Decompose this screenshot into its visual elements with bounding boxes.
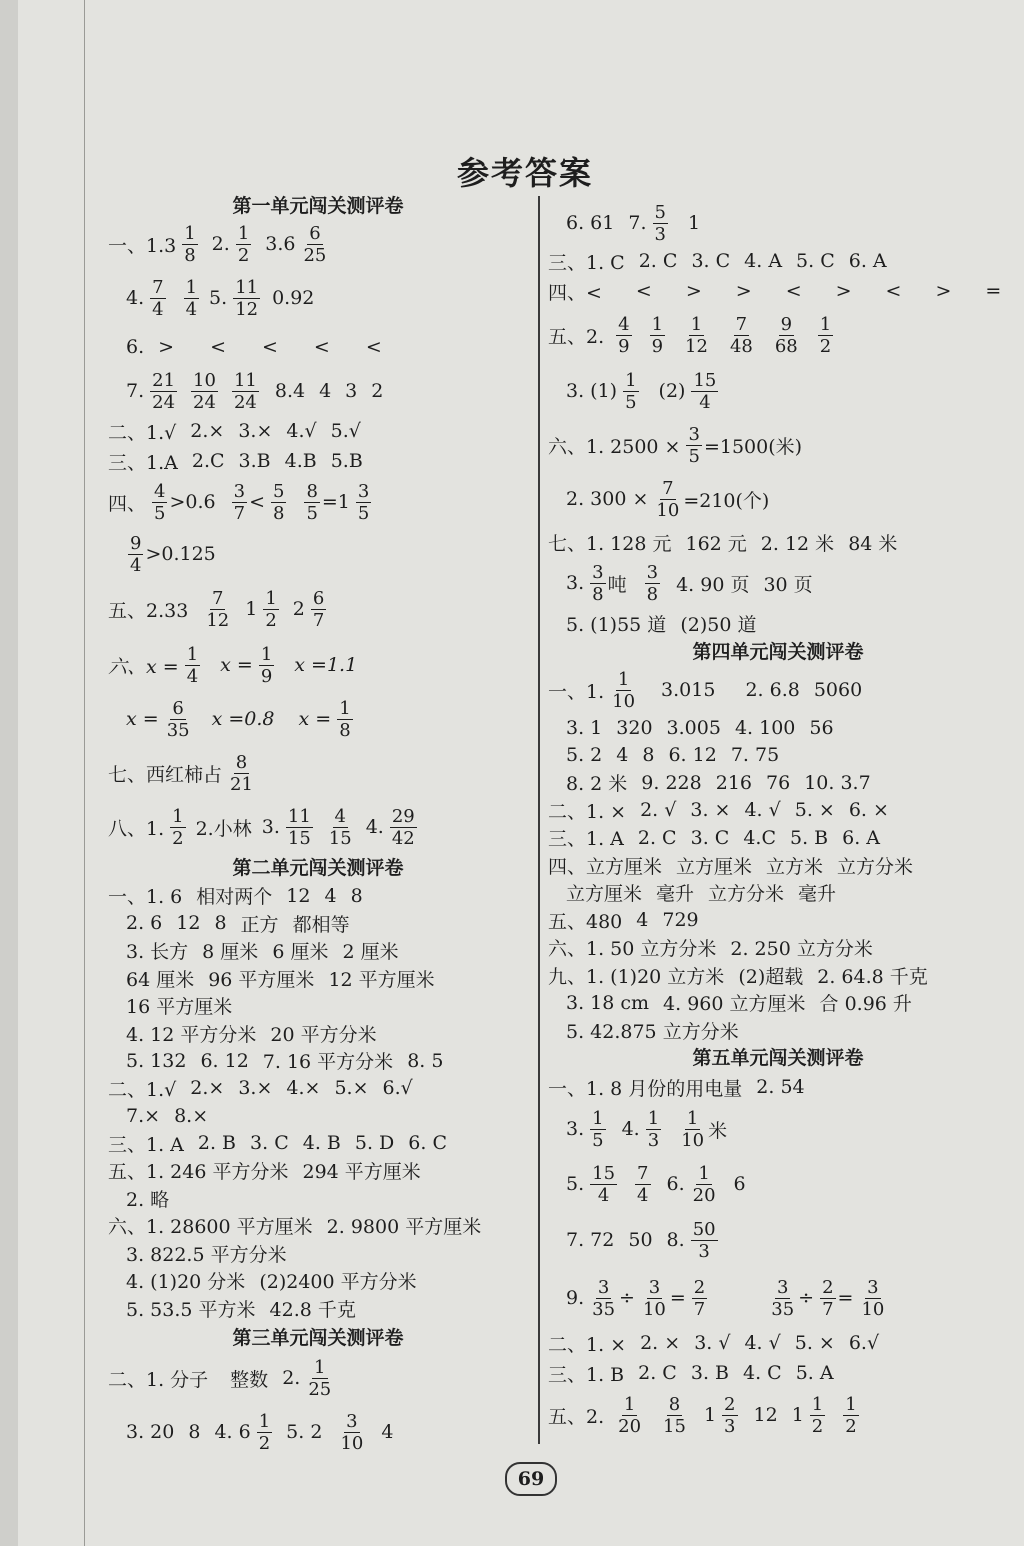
- answer-text: 相对两个: [196, 886, 273, 909]
- fraction: $\frac{6}{25}$: [303, 222, 327, 266]
- answer-text: 320: [616, 716, 653, 739]
- answer-text: 5. B: [790, 826, 829, 849]
- answer-text: 7. 75: [730, 744, 780, 767]
- fraction: $\frac{1}{2}$: [258, 1410, 271, 1454]
- unit2-text-line: [108, 910, 528, 938]
- fraction: $\frac{1}{2}$: [845, 1393, 857, 1437]
- answer-text: 4.C: [743, 826, 776, 849]
- fraction: $\frac{6}{7}$: [312, 587, 325, 631]
- fraction: $\frac{4}{9}$: [618, 313, 630, 357]
- unit4-text-line: [548, 1017, 1008, 1045]
- unit1-line-6: 三、1.A 2.C 3.B 4.B 5.B: [108, 450, 363, 474]
- fraction: $\frac{29}{42}$: [391, 805, 415, 849]
- fraction: $\frac{3}{35}$: [592, 1276, 616, 1320]
- fraction: $\frac{7}{10}$: [656, 477, 680, 521]
- answer-text: 294 平方厘米: [302, 1161, 421, 1184]
- unit3-right-line-9: 3. $\frac{3}{8}$ 吨 $\frac{3}{8}$ 4. 90 页 30 页: [566, 561, 813, 605]
- right-column: [548, 200, 1008, 1442]
- fraction: $\frac{8}{15}$: [663, 1393, 686, 1437]
- unit1-line-7: 四、 $\frac{4}{5}$ >0.6 $\frac{3}{7}$ < $\frac{5}{8}$ $\frac{8}{5}$ =1 $\frac{3}{5}$: [108, 480, 370, 524]
- answer-text: 2. B: [197, 1132, 237, 1155]
- page-title: 参考答案: [456, 154, 593, 192]
- fraction: $\frac{7}{12}$: [206, 587, 230, 631]
- fraction: $\frac{50}{3}$: [692, 1218, 716, 1262]
- unit3-right-line-7: 2. 300 × $\frac{7}{10}$ =210(个): [566, 477, 770, 521]
- fraction: $\frac{9}{68}$: [774, 313, 798, 357]
- fraction: $\frac{3}{10}$: [340, 1410, 364, 1454]
- unit5-line-3: 5. $\frac{15}{4}$ $\frac{7}{4}$ 6. $\frac{1}{20}$ 6: [566, 1162, 746, 1206]
- answer-text: (2)2400 平方分米: [259, 1271, 417, 1294]
- fraction: $\frac{21}{24}$: [152, 369, 176, 413]
- answer-text: 7.×: [126, 1104, 161, 1127]
- unit4-text-line: [548, 989, 1008, 1017]
- fraction: $\frac{3}{5}$: [688, 423, 700, 467]
- unit4-text-line: [548, 879, 1008, 907]
- fraction: $\frac{6}{35}$: [166, 697, 190, 741]
- unit3-right-line-5: 3. (1) $\frac{1}{5}$ (2) $\frac{15}{4}$: [566, 369, 717, 413]
- fraction: $\frac{9}{4}$: [130, 532, 142, 576]
- left-column: [108, 192, 528, 1460]
- unit2-text-line: [108, 1102, 528, 1130]
- answer-text: 四、立方厘米: [548, 855, 663, 878]
- fraction: $\frac{7}{4}$: [152, 276, 164, 320]
- answer-text: 6. ×: [848, 799, 889, 822]
- answer-text: 3. C: [690, 826, 730, 849]
- fraction: $\frac{1}{10}$: [612, 668, 636, 712]
- unit4-text-line: [548, 714, 1008, 742]
- column-divider: [538, 196, 540, 1444]
- fraction: $\frac{1}{2}$: [172, 805, 184, 849]
- unit3-right-line-8: 七、1. 128 元 162 元 2. 12 米 84 米: [548, 532, 898, 555]
- fraction: $\frac{1}{12}$: [685, 313, 708, 357]
- unit2-text-line: [108, 1295, 528, 1323]
- answer-text: 合 0.96 升: [819, 993, 912, 1016]
- answer-text: 毫升: [656, 883, 695, 906]
- fraction: $\frac{3}{8}$: [592, 561, 604, 605]
- answer-text: 2. 6: [126, 912, 163, 935]
- fraction: $\frac{7}{4}$: [637, 1162, 649, 1206]
- unit1-line-3: 6. > < < < <: [126, 336, 382, 358]
- unit2-lines: [108, 882, 528, 1322]
- unit2-heading: 第二单元闯关测评卷: [232, 857, 404, 879]
- unit4-text-line: [548, 769, 1008, 797]
- unit3-right-line-3: 四、< < > > < > < > =: [548, 280, 1002, 304]
- unit3-right-line-4: 五、2. $\frac{4}{9}$ $\frac{1}{9}$ $\frac{1}{12}$ $\frac{7}{48}$ $\frac{9}{68}$ $\frac{1}{2}$: [548, 313, 832, 357]
- fraction: $\frac{7}{48}$: [729, 313, 753, 357]
- fraction: $\frac{1}{2}$: [819, 313, 832, 357]
- answer-text: 2. √: [640, 799, 677, 822]
- answer-text: 一、1. 6: [108, 886, 183, 909]
- unit5-line-8: 五、2. $\frac{1}{20}$ $\frac{8}{15}$ 1 $\frac{2}{3}$ 12 1 $\frac{1}{2}$ $\frac{1}{2}$: [548, 1393, 857, 1437]
- answer-text: 立方厘米: [566, 883, 643, 906]
- unit2-text-line: [108, 1047, 528, 1075]
- unit2-text-line: [108, 1240, 528, 1268]
- unit4-heading: 第四单元闯关测评卷: [692, 641, 864, 663]
- unit2-text-line: [108, 882, 528, 910]
- answer-text: 6 厘米: [272, 941, 329, 964]
- unit1-line-9: 五、2.33 $\frac{7}{12}$ 1 $\frac{1}{2}$ 2 $\frac{6}{7}$: [108, 587, 325, 631]
- answer-text: 立方米: [766, 855, 824, 878]
- answer-text: 3. 822.5 平方分米: [126, 1243, 287, 1266]
- answer-text: 64 厘米: [126, 968, 195, 991]
- answer-text: 4. 12 平方分米: [126, 1023, 257, 1046]
- answer-text: 3. ×: [690, 799, 731, 822]
- answer-text: 6. C: [408, 1132, 448, 1155]
- fraction: $\frac{1}{2}$: [237, 222, 250, 266]
- answer-text: 5. ×: [794, 799, 835, 822]
- fraction: $\frac{11}{24}$: [233, 369, 257, 413]
- unit1-line-1: 一、1.3 $\frac{1}{8}$ 2. $\frac{1}{2}$ 3.6 $\frac{6}{25}$: [108, 222, 327, 266]
- answer-text: 六、1. 28600 平方厘米: [108, 1216, 313, 1239]
- answer-text: 76: [766, 771, 791, 794]
- answer-text: 4. B: [302, 1132, 341, 1155]
- unit1-line-4: 7. $\frac{21}{24}$ $\frac{10}{24}$ $\frac{11}{24}$ 8.4 4 3 2: [126, 369, 384, 413]
- unit3-heading: 第三单元闯关测评卷: [232, 1327, 404, 1349]
- fraction: $\frac{3}{35}$: [771, 1276, 795, 1320]
- fraction: $\frac{2}{3}$: [724, 1393, 736, 1437]
- unit5-line-4: 7. 72 50 8. $\frac{50}{3}$: [566, 1218, 716, 1262]
- unit5-line-7: 三、1. B 2. C 3. B 4. C 5. A: [548, 1362, 834, 1386]
- unit5-line-2: 3. $\frac{1}{5}$ 4. $\frac{1}{3}$ $\frac{1}{10}$ 米: [566, 1107, 728, 1151]
- fraction: $\frac{15}{4}$: [693, 369, 717, 413]
- answer-text: 3.×: [238, 1077, 273, 1100]
- answer-text: 5. 42.875 立方分米: [566, 1020, 739, 1043]
- unit4-text-line: [548, 852, 1008, 880]
- unit3-right-line-10: 5. (1)55 道 (2)50 道: [566, 613, 757, 636]
- answer-text: 4: [324, 884, 337, 907]
- unit2-text-line: [108, 965, 528, 993]
- answer-text: 6. 12: [200, 1049, 249, 1072]
- fraction: $\frac{10}{24}$: [193, 369, 216, 413]
- binding-line: [84, 0, 85, 1546]
- answer-text: 8: [642, 744, 655, 767]
- answer-text: 5. 2: [566, 744, 603, 767]
- answer-text: 16 平方厘米: [126, 996, 233, 1019]
- fraction: $\frac{3}{8}$: [646, 561, 659, 605]
- answer-text: 4: [616, 744, 629, 767]
- fraction: $\frac{1}{8}$: [339, 697, 351, 741]
- fraction: $\frac{1}{3}$: [647, 1107, 660, 1151]
- answer-text: 2.×: [190, 1077, 225, 1100]
- fraction: $\frac{3}{10}$: [861, 1276, 885, 1320]
- fraction: $\frac{1}{9}$: [260, 643, 273, 687]
- fraction: $\frac{11}{15}$: [287, 805, 311, 849]
- answer-text: 3. C: [250, 1132, 289, 1155]
- fraction: $\frac{1}{4}$: [186, 643, 199, 687]
- unit2-text-line: [108, 992, 528, 1020]
- unit1-line-12: 七、西红柿占 $\frac{8}{21}$: [108, 751, 253, 795]
- fraction: $\frac{1}{20}$: [692, 1162, 716, 1206]
- unit1-line-8: $\frac{9}{4}$ >0.125: [130, 532, 216, 576]
- answer-text: 立方厘米: [676, 855, 753, 878]
- answer-text: 九、1. (1)20 立方米: [548, 965, 725, 988]
- answer-text: 4.×: [286, 1077, 321, 1100]
- unit1-line-11: x = $\frac{6}{35}$ x =0.8 x = $\frac{1}{8}$: [126, 697, 351, 741]
- answer-text: 2. 64.8 千克: [817, 965, 928, 988]
- answer-text: 42.8 千克: [269, 1298, 356, 1321]
- answer-text: 正方: [240, 913, 279, 936]
- unit1-line-13: 八、1. $\frac{1}{2}$ 2.小林 3. $\frac{11}{15}$ $\frac{4}{15}$ 4. $\frac{29}{42}$: [108, 805, 415, 849]
- answer-text: 7. 16 平方分米: [262, 1051, 394, 1074]
- answer-text: 都相等: [292, 913, 350, 936]
- unit4-text-line: [548, 742, 1008, 770]
- answer-text: 4. √: [744, 799, 781, 822]
- unit3-line-2: 3. 20 8 4. 6 $\frac{1}{2}$ 5. 2 $\frac{3}{10}$ 4: [126, 1410, 394, 1454]
- unit2-text-line: [108, 1267, 528, 1295]
- unit5-line-5: 9. $\frac{3}{35}$ ÷ $\frac{3}{10}$ = $\frac{2}{7}$ $\frac{3}{35}$ ÷ $\frac{2}{7}$ = $\frac{3}{10}$: [566, 1276, 885, 1320]
- fraction: $\frac{1}{2}$: [811, 1393, 824, 1437]
- unit4-text-line: [548, 797, 1008, 825]
- answer-text: 6. A: [842, 826, 881, 849]
- answer-text: 8. 2 米: [566, 773, 628, 796]
- answer-text: 立方分米: [708, 883, 785, 906]
- fraction: $\frac{8}{5}$: [306, 480, 318, 524]
- unit3-right-line-1: 6. 61 7. $\frac{5}{3}$ 1: [566, 201, 701, 245]
- answer-text: 4. 960 立方厘米: [663, 993, 806, 1016]
- fraction: $\frac{5}{8}$: [272, 480, 285, 524]
- fraction: $\frac{11}{12}$: [235, 276, 259, 320]
- fraction: $\frac{1}{9}$: [651, 313, 664, 357]
- unit2-text-line: [108, 1020, 528, 1048]
- answer-text: 12: [286, 884, 311, 907]
- unit2-text-line: [108, 1157, 528, 1185]
- answer-text: 2 厘米: [342, 941, 399, 964]
- answer-text: 4. (1)20 分米: [126, 1271, 246, 1294]
- answer-text: 8. 5: [407, 1049, 444, 1072]
- answer-text: 5. D: [354, 1132, 395, 1155]
- fraction: $\frac{2}{7}$: [822, 1276, 834, 1320]
- unit2-text-line: [108, 1212, 528, 1240]
- fraction: $\frac{4}{15}$: [328, 805, 352, 849]
- unit2-text-line: [108, 1130, 528, 1158]
- fraction: $\frac{3}{10}$: [642, 1276, 666, 1320]
- answer-text: 3. 18 cm: [566, 991, 650, 1014]
- answer-text: 12 平方厘米: [328, 968, 435, 991]
- answer-text: (2)超载: [738, 965, 804, 988]
- answer-text: 4. 100: [734, 716, 796, 739]
- unit1-line-10: 六、x = $\frac{1}{4}$ x = $\frac{1}{9}$ x =1.1: [108, 643, 358, 687]
- unit5-line-1: 一、1. 8 月份的用电量 2. 54: [548, 1076, 805, 1100]
- answer-text: 12: [176, 912, 201, 935]
- answer-text: 六、1. 50 立方分米: [548, 938, 717, 961]
- answer-text: 五、480: [548, 910, 623, 933]
- unit1-line-2: 4. $\frac{7}{4}$ $\frac{1}{4}$ 5. $\frac{11}{12}$ 0.92: [126, 276, 315, 320]
- fraction: $\frac{5}{3}$: [654, 201, 666, 245]
- fraction: $\frac{2}{7}$: [693, 1276, 706, 1320]
- unit1-heading: 第一单元闯关测评卷: [232, 195, 404, 217]
- answer-text: 立方分米: [837, 855, 914, 878]
- fraction: $\frac{1}{20}$: [618, 1393, 642, 1437]
- answer-text: 6.√: [382, 1077, 413, 1100]
- unit4-lines: [548, 714, 1008, 1044]
- page-number: 69: [505, 1462, 557, 1496]
- unit2-text-line: [108, 1185, 528, 1213]
- unit4-text-line: [548, 824, 1008, 852]
- answer-text: 9. 228: [641, 771, 702, 794]
- answer-text: 三、1. A: [108, 1133, 184, 1156]
- answer-text: 3. 长方: [126, 941, 189, 964]
- answer-text: 8 厘米: [202, 941, 259, 964]
- answer-text: 56: [809, 716, 834, 739]
- unit4-text-line: [548, 934, 1008, 962]
- answer-text: 2. C: [637, 826, 677, 849]
- fraction: $\frac{1}{5}$: [592, 1107, 604, 1151]
- answer-text: 20 平方分米: [270, 1023, 377, 1046]
- fraction: $\frac{1}{2}$: [265, 587, 277, 631]
- answer-text: 2. 9800 平方厘米: [326, 1216, 482, 1239]
- answer-text: 5. 53.5 平方米: [126, 1298, 256, 1321]
- answer-text: 二、1. ×: [548, 800, 627, 823]
- answer-text: 8.×: [174, 1104, 209, 1127]
- answer-text: 五、1. 246 平方分米: [108, 1161, 289, 1184]
- answer-text: 3. 1: [566, 716, 603, 739]
- answer-text: 6. 12: [668, 744, 717, 767]
- unit2-text-line: [108, 937, 528, 965]
- answer-text: 2. 略: [126, 1188, 170, 1211]
- fraction: $\frac{1}{4}$: [185, 276, 198, 320]
- answer-text: 729: [662, 909, 699, 932]
- unit1-line-5: 二、1.√ 2.× 3.× 4.√ 5.√: [108, 420, 361, 444]
- unit3-right-line-2: 三、1. C 2. C 3. C 4. A 5. C 6. A: [548, 250, 887, 274]
- answer-text: 10. 3.7: [804, 771, 871, 794]
- answer-text: 三、1. A: [548, 828, 624, 851]
- answer-text: 5.×: [334, 1077, 369, 1100]
- fraction: $\frac{8}{21}$: [230, 751, 253, 795]
- fraction: $\frac{1}{25}$: [308, 1356, 332, 1400]
- unit4-text-line: [548, 907, 1008, 935]
- fraction: $\frac{1}{8}$: [184, 222, 196, 266]
- fraction: $\frac{3}{7}$: [233, 480, 246, 524]
- answer-text: 216: [715, 771, 752, 794]
- unit3-line-1: 二、1. 分子 整数 2. $\frac{1}{25}$: [108, 1356, 332, 1400]
- fraction: $\frac{15}{4}$: [592, 1162, 616, 1206]
- unit4-line-1: 一、1. $\frac{1}{10}$ 3.015 2. 6.8 5060: [548, 668, 863, 712]
- answer-text: 96 平方厘米: [208, 968, 315, 991]
- answer-text: 4: [636, 909, 649, 932]
- fraction: $\frac{4}{5}$: [154, 480, 166, 524]
- unit5-line-6: 二、1. × 2. × 3. √ 4. √ 5. × 6.√: [548, 1332, 880, 1356]
- fraction: $\frac{1}{10}$: [681, 1107, 705, 1151]
- answer-text: 二、1.√: [108, 1078, 177, 1101]
- fraction: $\frac{3}{5}$: [357, 480, 370, 524]
- fraction: $\frac{1}{5}$: [625, 369, 637, 413]
- unit2-text-line: [108, 1075, 528, 1103]
- answer-text: 8: [214, 912, 227, 935]
- unit5-heading: 第五单元闯关测评卷: [692, 1047, 864, 1069]
- answer-text: 2. 250 立方分米: [730, 938, 873, 961]
- answer-text: 3.005: [666, 716, 721, 739]
- unit3-right-line-6: 六、1. 2500 × $\frac{3}{5}$ =1500(米): [548, 423, 803, 467]
- answer-text: 毫升: [798, 883, 837, 906]
- answer-text: 5. 132: [126, 1049, 187, 1072]
- unit4-text-line: [548, 962, 1008, 990]
- answer-text: 8: [350, 884, 363, 907]
